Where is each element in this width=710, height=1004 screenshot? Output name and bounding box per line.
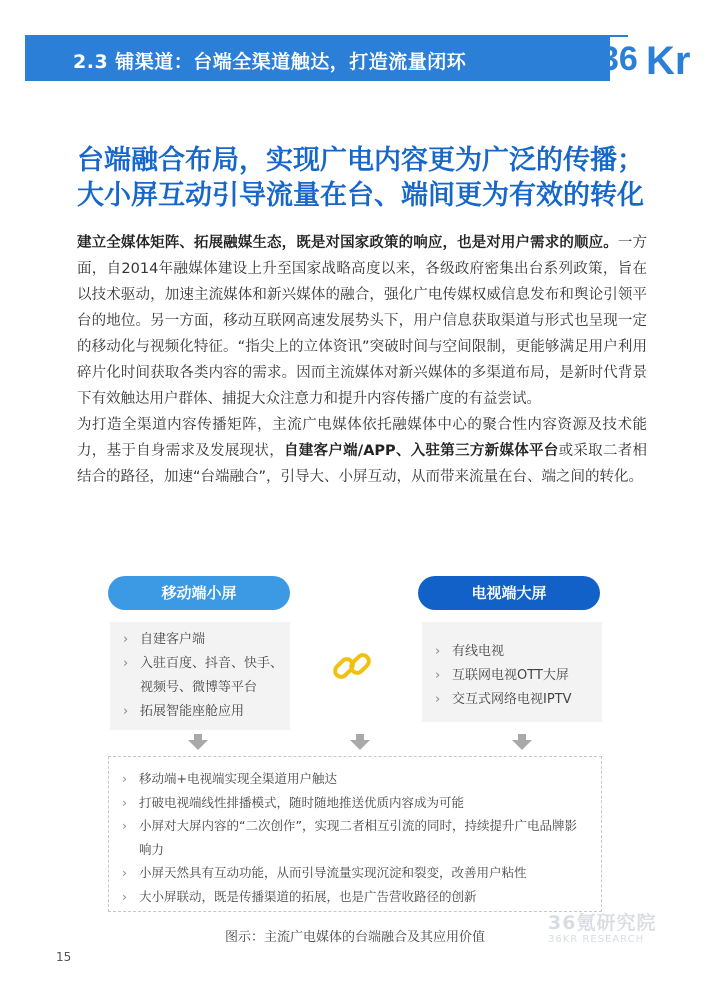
36kr-logo-icon	[598, 30, 690, 80]
mobile-channel-card	[110, 622, 290, 730]
watermark-main: 36氪研究院	[548, 912, 657, 934]
list-item: › 交互式网络电视IPTV	[422, 688, 602, 712]
page-number: 15	[56, 950, 72, 964]
figure-caption: 图示：主流广电媒体的台端融合及其应用价值	[224, 930, 485, 945]
headline-line-2: 大小屏互动引导流量在台、端间更为有效的转化	[77, 180, 644, 211]
headline-line-1: 台端融合布局，实现广电内容更为广泛的传播；	[77, 145, 644, 176]
down-arrow-icon	[350, 734, 370, 750]
list-item: › 有线电视	[422, 640, 602, 664]
tv-channel-card	[422, 622, 602, 722]
paragraph-2-highlight: 自建客户端/APP、入驻第三方新媒体平台	[283, 443, 559, 459]
list-item: › 拓展智能座舱应用	[110, 700, 290, 724]
paragraph-2	[77, 412, 647, 490]
list-item: › 小屏天然具有互动功能，从而引导流量实现沉淀和裂变，改善用户粘性	[109, 861, 601, 885]
paragraph-1	[77, 230, 647, 412]
headline	[77, 143, 657, 213]
down-arrow-icon	[512, 734, 532, 750]
chevron-right-icon: ›	[122, 794, 127, 810]
tv-big-screen-label: 电视端大屏	[418, 576, 600, 610]
svg-text:Kr: Kr	[646, 39, 690, 80]
svg-text:36: 36	[600, 40, 638, 78]
chevron-right-icon: ›	[123, 656, 129, 671]
body-text	[77, 230, 647, 490]
paragraph-2-body-end: 或采取二者相结合的路径，加速“台端融合”，引导大、小屏互动，从而带来流量在台、端之间的转化。	[77, 443, 648, 485]
chevron-right-icon: ›	[435, 644, 441, 659]
paragraph-1-lead: 建立全媒体矩阵、拓展融媒生态，既是对国家政策的响应，也是对用户需求的顺应。	[77, 235, 618, 251]
list-item: › 移动端+电视端实现全渠道用户触达	[109, 767, 601, 791]
chevron-right-icon: ›	[123, 704, 129, 719]
list-item: › 入驻百度、抖音、快手、视频号、微博等平台	[110, 652, 290, 700]
list-item: › 小屏对大屏内容的“二次创作”，实现二者相互引流的同时，持续提升广电品牌影响力	[109, 814, 601, 861]
chevron-right-icon: ›	[122, 818, 127, 833]
chevron-right-icon: ›	[435, 668, 441, 683]
down-arrow-icon	[188, 734, 208, 750]
link-icon	[330, 644, 374, 688]
mobile-small-screen-label: 移动端小屏	[108, 576, 290, 610]
section-header-bar	[25, 35, 610, 81]
list-item: › 大小屏联动，既是传播渠道的拓展，也是广告营收路径的创新	[109, 885, 601, 909]
paragraph-2-body-start: 为打造全渠道内容传播矩阵，主流广电媒体依托融媒体中心的聚合性内容资源及技术能力，基于自身需求及发展现状，	[77, 417, 647, 459]
list-item: › 自建客户端	[110, 628, 290, 652]
combined-value-box	[108, 756, 602, 912]
watermark-sub: 36KR RESEARCH	[548, 934, 645, 945]
chevron-right-icon: ›	[123, 632, 129, 647]
chevron-right-icon: ›	[122, 771, 127, 786]
chevron-right-icon: ›	[122, 865, 127, 880]
chevron-right-icon: ›	[435, 692, 441, 707]
list-item: › 打破电视端线性排播模式，随时随地推送优质内容成为可能	[109, 791, 601, 815]
chevron-right-icon: ›	[122, 888, 127, 904]
list-item: › 互联网电视OTT大屏	[422, 664, 602, 688]
paragraph-1-body: 一方面，自2014年融媒体建设上升至国家战略高度以来，各级政府密集出台系列政策，旨在以技术驱动，加速主流媒体和新兴媒体的融合，强化广电传媒权威信息发布和舆论引领平台的地位。另一方面，移动互联网高速发展势头下，用户信息获取渠道与形式也呈现一定的移动化与视频化特征。“指尖上的立体资讯”突破时间与空间限制，更能够满足用户利用碎片化时间获取各类内容的需求。因而主流媒体对新兴媒体的多渠道布局，是新时代背景下有效触达用户群体、捕捉大众注意力和提升内容传播广度的有益尝试。	[77, 235, 648, 407]
section-title: 2.3 铺渠道：台端全渠道触达，打造流量闭环	[73, 51, 467, 73]
